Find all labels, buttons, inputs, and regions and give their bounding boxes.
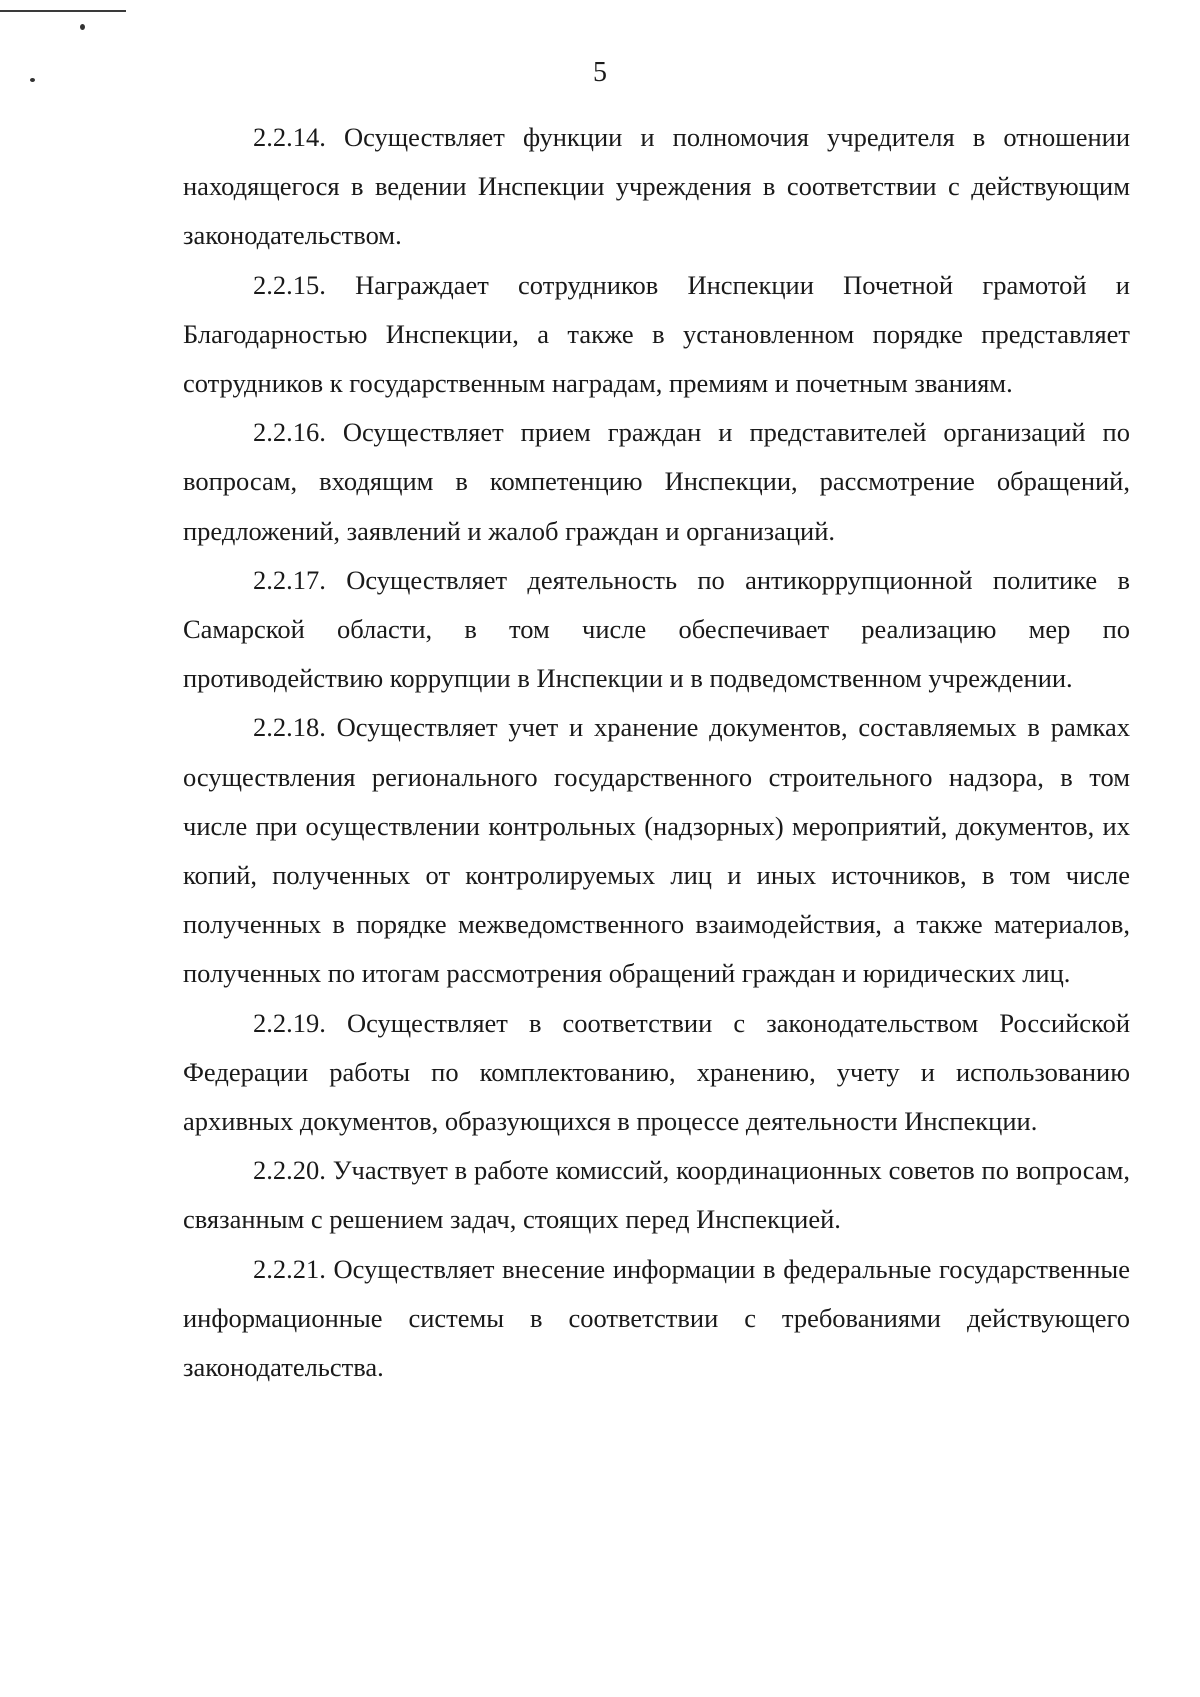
paragraph-2-2-17: 2.2.17. Осуществляет деятельность по антикоррупционной политике в Самарской области, в том числе обеспечивает реализацию мер по противодействию коррупции в Инспекции и в подведомственном учреждении.: [183, 564, 1130, 694]
paragraph-2-2-21: 2.2.21. Осуществляет внесение информации в федеральные государственные информационные системы в соответствии с требованиями действующего законодательства.: [183, 1253, 1130, 1383]
paragraph-2-2-16: 2.2.16. Осуществляет прием граждан и представителей организаций по вопросам, входящим в компетенцию Инспекции, рассмотрение обращений, предложений, заявлений и жалоб граждан и организаций.: [183, 417, 1130, 546]
paragraph-2-2-14: 2.2.14. Осуществляет функции и полномочия учредителя в отношении находящегося в ведении Инспекции учреждения в соответствии с действующим законодательством.: [183, 122, 1130, 251]
paragraph-2-2-18: 2.2.18. Осуществляет учет и хранение документов, составляемых в рамках осуществления регионального государственного строительного надзора, в том числе при осуществлении контрольных (надзорных) мероприятий, документов, их копий, полученных от контролируемых лиц и иных источников, в том числе полученных в порядке межведомственного взаимодействия, а также материалов, полученных по итогам рассмотрения обращений граждан и юридических лиц.: [183, 712, 1130, 989]
page-number: 5: [593, 57, 607, 88]
paragraph-2-2-15: 2.2.15. Награждает сотрудников Инспекции Почетной грамотой и Благодарностью Инспекции, а также в установленном порядке представляет сотрудников к государственным наградам, премиям и почетным званиям.: [183, 269, 1130, 399]
document-body: [183, 113, 1130, 1392]
paragraph-2-2-19: 2.2.19. Осуществляет в соответствии с законодательством Российской Федерации работы по комплектованию, хранению, учету и использованию архивных документов, образующихся в процессе деятельности Инспекции.: [183, 1007, 1130, 1137]
scan-edge-rule: [0, 10, 126, 12]
scan-speck: [80, 24, 85, 30]
paragraph-2-2-20: 2.2.20. Участвует в работе комиссий, координационных советов по вопросам, связанным с решением задач, стоящих перед Инспекцией.: [183, 1155, 1130, 1235]
